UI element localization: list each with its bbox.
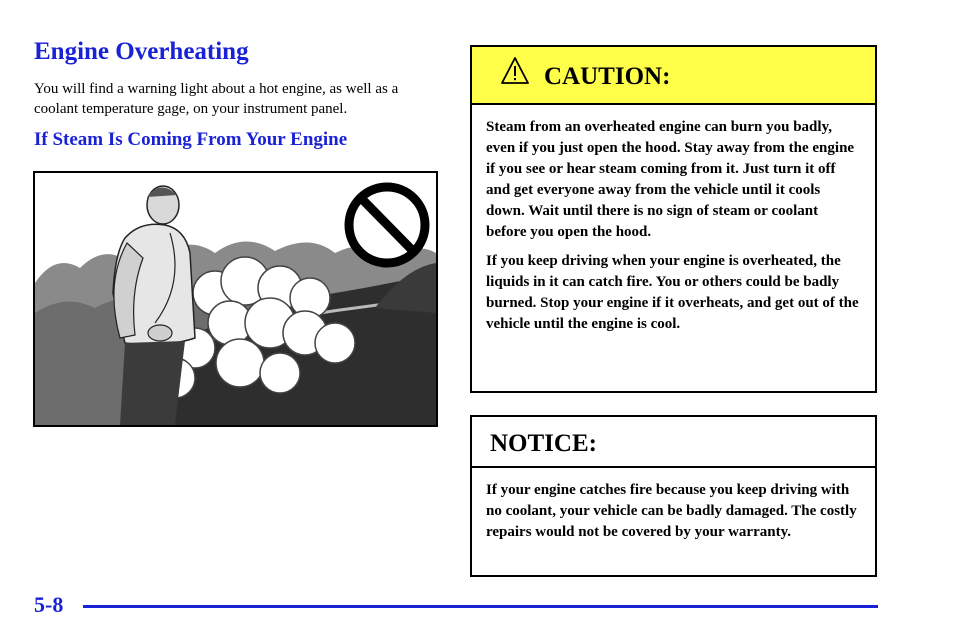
prohibition-icon [349, 187, 425, 263]
notice-box [470, 415, 877, 577]
intro-paragraph: You will find a warning light about a hot engine, as well as a coolant temperature gage, on your instrument panel. [34, 81, 399, 117]
caution-paragraph-1: Steam from an overheated engine can burn you badly, even if you just open the hood. Stay away from the engine if you see or hear steam coming from it. Just turn it off and get everyone away from the vehicle until it cools down. Wait until there is no sign of steam or coolant before you open the hood. [486, 119, 855, 240]
caution-box [470, 45, 877, 393]
caution-title: CAUTION: [544, 63, 671, 90]
warning-triangle-icon [500, 56, 530, 86]
notice-body [472, 468, 875, 543]
notice-paragraph: If your engine catches fire because you keep driving with no coolant, your vehicle can be badly damaged. The costly repairs would not be covered by your warranty. [486, 482, 857, 540]
caution-paragraph-2: If you keep driving when your engine is overheated, the liquids in it can catch fire. You or others could be badly burned. Stop your engine if it overheats, and get out of the vehicle until the engine is cool. [486, 253, 859, 332]
caution-header [472, 47, 875, 105]
notice-title: NOTICE: [490, 429, 597, 457]
subsection-heading: If Steam Is Coming From Your Engine [34, 129, 348, 150]
steam-illustration-drawing [35, 173, 436, 425]
footer-rule [83, 605, 878, 608]
page-number: 5-8 [34, 592, 64, 617]
section-heading: Engine Overheating [34, 38, 249, 65]
notice-header [472, 417, 875, 468]
caution-body [472, 105, 875, 335]
steam-illustration [33, 171, 438, 427]
